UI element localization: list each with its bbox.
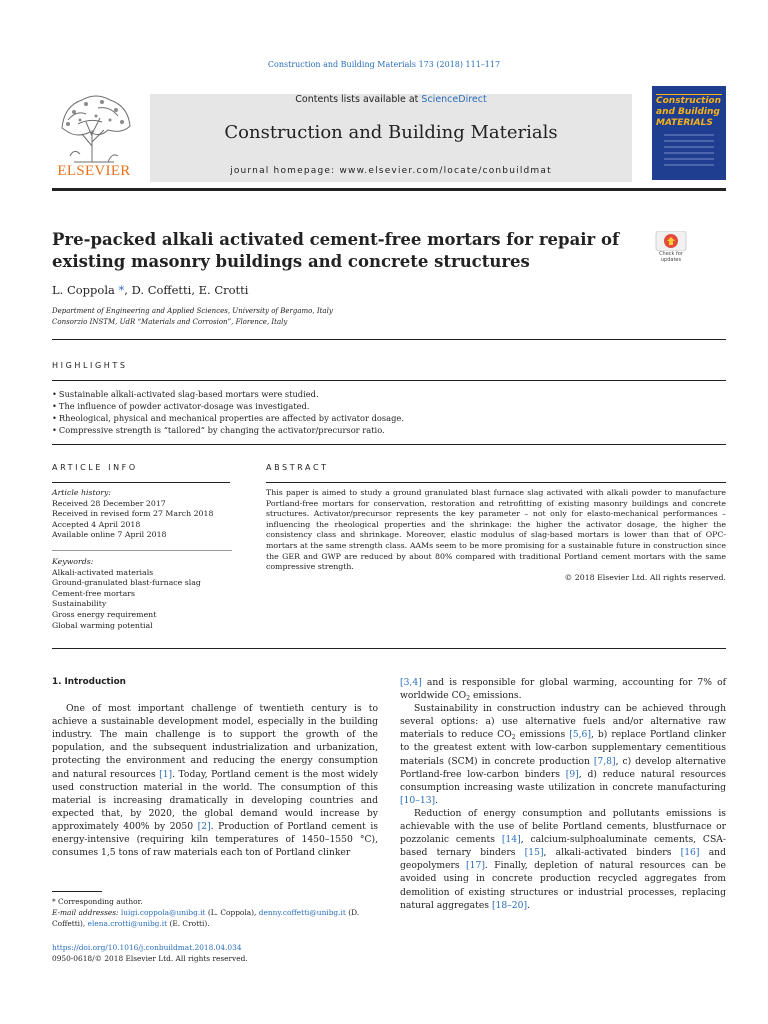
highlights-bottom-rule	[52, 444, 726, 445]
highlight-item: • Compressive strength is “tailored” by changing the activator/precursor ratio.	[52, 424, 726, 436]
journal-homepage-link[interactable]: journal homepage: www.elsevier.com/locate/conbuildmat	[230, 166, 552, 176]
cover-text-lines	[664, 134, 714, 170]
footnote-emails: E-mail addresses: luigi.coppola@unibg.it (L. Coppola), denny.coffetti@unibg.it (D. Coffetti), elena.crotti@unibg.it (E. Crotti).	[52, 908, 360, 928]
highlight-item: • Sustainable alkali-activated slag-based mortars were studied.	[52, 388, 726, 400]
abstract-rule	[266, 482, 726, 483]
journal-cover-thumbnail[interactable]	[652, 86, 726, 180]
author-list	[52, 283, 248, 297]
keyword: Alkali-activated materials	[52, 567, 154, 577]
email-link-crotti[interactable]: elena.crotti@unibg.it	[87, 919, 168, 928]
body-column-left	[52, 676, 378, 859]
check-updates-icon	[652, 231, 690, 251]
doi-link[interactable]: https://doi.org/10.1016/j.conbuildmat.2018.04.034	[52, 943, 242, 952]
elsevier-logo[interactable]	[52, 86, 146, 182]
abstract-heading: ABSTRACT	[266, 463, 329, 472]
doi-block	[52, 942, 248, 964]
intro-paragraph-1-cont: [3,4] and is responsible for global warming, accounting for 7% of worldwide $CO_2$ emissions.	[400, 677, 726, 703]
section-heading-introduction: 1. Introduction	[52, 677, 126, 687]
keyword: Ground-granulated blast-furnace slag	[52, 578, 201, 588]
article-info	[52, 488, 232, 631]
highlights-divider	[52, 380, 726, 381]
elsevier-tree-icon	[52, 86, 138, 166]
info-divider	[52, 541, 232, 551]
intro-paragraph-1: One of most important challenge of twentieth century is to achieve a sustainable development model, especially in the building industry. The main challenge is to support the growth of the population, and the subsequent industrialization and urbanization, protecting the environment and reducing the energy consumption and natural resources [1]. Today, Portland cement is the most widely used construction material in the world. The consumption of this material is increasing dramatically in developing countries and expected that, by 2020, the global demand would increase by approximately 400% by 2050 [2]. Production of Portland cement is energy-intensive (requiring kiln temperatures of 1450–1550 °C), consumes 1,5 tons of raw materials each ton of Portland clinker	[52, 703, 378, 859]
history-online: Available online 7 April 2018	[52, 530, 167, 540]
abstract-paragraph: This paper is aimed to study a ground granulated blast furnace slag activated with alkali powder to manufacture Portland-free mortars for conservation, restoration and retrofitting of existing masonry buildings and concrete structures. Activator/precursor represents the key parameter – not only for elasto-mechanical performances – influencing the rheological properties and the shrinkage: the higher the activator dosage, the higher the consistency class and shrinkage. Moreover, elastic modulus of slag-based mortars is lower than that of OPC-mortars at the same strength class. AAMs seem to be more promising for a sustainable future in construction since the GER and GWP are reduced by about 80% compared with traditional Portland cement mortars with the same compressive strength.	[266, 488, 726, 572]
citation-link[interactable]: [14]	[501, 834, 521, 846]
citation-link[interactable]: [18–20]	[491, 899, 528, 911]
highlight-item: • The influence of powder activator-dosage was investigated.	[52, 400, 726, 412]
publisher-name: ELSEVIER	[57, 163, 131, 179]
keyword: Cement-free mortars	[52, 588, 136, 598]
abstract-body	[266, 488, 726, 583]
email-link-coppola[interactable]: luigi.coppola@unibg.it	[120, 908, 206, 917]
keyword: Global warming potential	[52, 620, 153, 630]
citation-link[interactable]: [1]	[159, 768, 173, 780]
cover-rule	[656, 94, 722, 95]
footnote-rule	[52, 891, 102, 892]
check-for-updates-badge[interactable]	[652, 231, 690, 269]
history-label: Article history:	[52, 488, 112, 497]
article-info-rule	[52, 482, 230, 483]
email-link-coffetti[interactable]: denny.coffetti@unibg.it	[258, 908, 346, 917]
divider-top	[52, 339, 726, 340]
highlight-item: • Rheological, physical and mechanical properties are affected by activator dosage.	[52, 412, 726, 424]
citation-link[interactable]: [15]	[524, 847, 544, 859]
article-title: Pre-packed alkali activated cement-free mortars for repair of existing masonry buildings and concrete structures	[52, 230, 620, 271]
citation-link[interactable]: [10–13]	[400, 794, 436, 806]
check-updates-label: Check for updates	[659, 251, 683, 263]
journal-masthead	[52, 86, 726, 182]
keyword: Gross energy requirement	[52, 609, 157, 619]
history-revised: Received in revised form 27 March 2018	[52, 509, 214, 519]
body-column-right	[400, 676, 726, 912]
citation-link[interactable]: [7,8]	[593, 755, 616, 767]
citation-link[interactable]: [9]	[565, 768, 579, 780]
abstract-copyright: © 2018 Elsevier Ltd. All rights reserved.	[564, 572, 726, 582]
affiliation-2: Consorzio INSTM, UdR “Materials and Corrosion”, Florence, Italy	[52, 318, 288, 326]
history-received: Received 28 December 2017	[52, 498, 166, 508]
keyword: Sustainability	[52, 599, 107, 609]
citation-link[interactable]: [2]	[197, 820, 211, 832]
cover-title: Construction and Building MATERIALS	[656, 96, 722, 128]
affiliation-1: Department of Engineering and Applied Sciences, University of Bergamo, Italy	[52, 307, 333, 315]
affiliations	[52, 306, 333, 328]
contents-prefix: Contents lists available at	[295, 94, 422, 105]
citation-link[interactable]: [5,6]	[569, 729, 591, 741]
keywords-label: Keywords:	[52, 556, 94, 566]
footnote-star-line: * Corresponding author.	[52, 897, 143, 906]
contents-line	[150, 94, 632, 105]
author-coffetti-crotti[interactable]: , D. Coffetti, E. Crotti	[124, 283, 249, 297]
citation-link[interactable]: [17]	[466, 860, 485, 872]
citation-link[interactable]: [3,4]	[400, 677, 422, 688]
journal-title-box	[150, 94, 632, 182]
abstract-bottom-rule	[52, 648, 726, 649]
highlights-heading: HIGHLIGHTS	[52, 361, 128, 370]
intro-paragraph-2: Sustainability in construction industry can be achieved through several options: a) use alternative fuels and/or alternative raw materials to reduce $CO_2$ emissions [5,6], b) replace Portland clinker to the greatest extent with low-carbon supplementary cementitious materials (SCM) in concrete production [7,8], c) develop alternative Portland-free low-carbon binders [9], d) reduce natural resources consumption increasing waste utilization in concrete manufacturing [10–13].	[400, 703, 726, 806]
sciencedirect-link[interactable]: ScienceDirect	[421, 94, 487, 105]
corresponding-author-footnote	[52, 896, 378, 929]
intro-paragraph-3: Reduction of energy consumption and pollutants emissions is achievable with the use of belite Portland cements, blustfurnace or pozzolanic cements [14], calcium-sulphoaluminate cements, CSA-based ternary binders [15], alkali-activated binders [16] and geopolymers [17]. Finally, depletion of natural resources can be avoided using in concrete production recycled aggregates from demolition of existing structures or industrial processes, replacing natural aggregates [18–20].	[400, 807, 726, 911]
issn-copyright: 0950-0618/© 2018 Elsevier Ltd. All rights reserved.	[52, 954, 248, 963]
author-coppola[interactable]: L. Coppola	[52, 283, 115, 297]
corresponding-author-marker[interactable]: *	[114, 283, 125, 297]
journal-name: Construction and Building Materials	[224, 122, 558, 143]
masthead-rule	[52, 188, 726, 191]
article-info-heading: ARTICLE INFO	[52, 463, 138, 472]
journal-reference[interactable]: Construction and Building Materials 173 (2018) 111–117	[267, 60, 501, 69]
history-accepted: Accepted 4 April 2018	[52, 519, 141, 529]
citation-link[interactable]: [16]	[680, 847, 700, 859]
highlights-list	[52, 388, 726, 436]
